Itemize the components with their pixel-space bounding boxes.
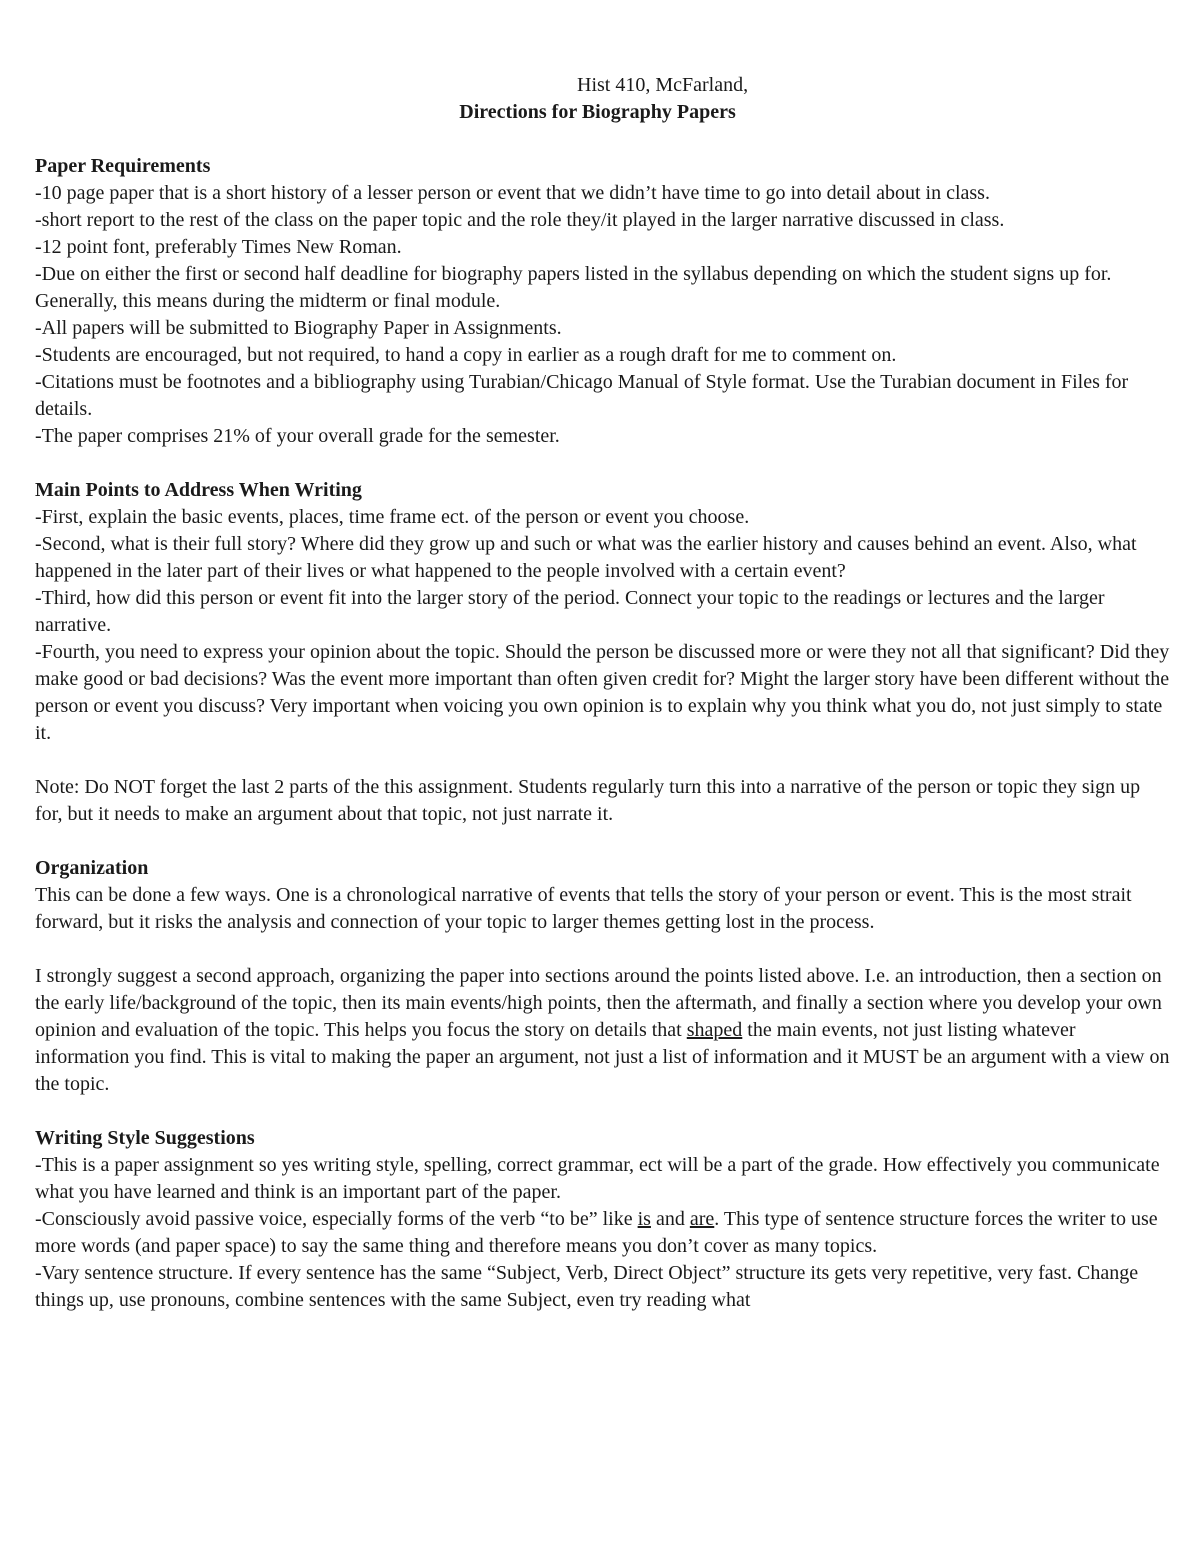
underlined-word: are xyxy=(689,1208,715,1230)
text-run: . This type of sentence structure forces the writer to use more words (and paper space) to say the same thing and therefore means you don’t cover as many topics. xyxy=(35,1208,1158,1257)
section-heading: Paper Requirements xyxy=(35,155,211,177)
style-item: -This is a paper assignment so yes writing style, spelling, correct grammar, ect will be a part of the grade. How effectively you communicate what you have learned and think is an important part of the paper. xyxy=(35,1154,1160,1203)
requirement-item: -short report to the rest of the class on the paper topic and the role they/it played in the larger narrative discussed in class. xyxy=(35,209,1005,231)
course-line: Hist 410, McFarland, xyxy=(577,74,749,96)
spacer xyxy=(35,126,1170,153)
spacer xyxy=(35,936,1170,963)
section-heading: Organization xyxy=(35,857,149,879)
requirement-item: -All papers will be submitted to Biography Paper in Assignments. xyxy=(35,317,562,339)
main-point-item: -Second, what is their full story? Where did they grow up and such or what was the earlier history and causes behind an event. Also, what happened in the later part of their lives or what happened to the people involved with a certain event? xyxy=(35,533,1137,582)
requirement-item: -12 point font, preferably Times New Roman. xyxy=(35,236,402,258)
requirement-item: -Due on either the first or second half deadline for biography papers listed in the syllabus depending on which the student signs up for. Generally, this means during the midterm or final module. xyxy=(35,263,1112,312)
note-paragraph: Note: Do NOT forget the last 2 parts of the this assignment. Students regularly turn this into a narrative of the person or topic they sign up for, but it needs to make an argument about that topic, not just narrate it. xyxy=(35,776,1141,825)
section-organization xyxy=(35,855,1170,1098)
requirement-item: -Citations must be footnotes and a bibliography using Turabian/Chicago Manual of Style format. Use the Turabian document in Files for details. xyxy=(35,371,1129,420)
style-item: -Vary sentence structure. If every sentence has the same “Subject, Verb, Direct Object” structure its gets very repetitive, very fast. Change things up, use pronouns, combine sentences with the same Subject, even try reading what xyxy=(35,1262,1139,1311)
section-heading: Main Points to Address When Writing xyxy=(35,479,362,501)
section-writing-style xyxy=(35,1125,1170,1314)
text-run: I strongly suggest a second approach, organizing the paper into sections around the points listed above. I.e. an introduction, then a section on the early life/background of the topic, then its main events/high points, then the aftermath, and finally a section where you develop your own opinion and evaluation of the topic. This helps you focus the story on details that xyxy=(35,965,1162,1041)
organization-paragraph: This can be done a few ways. One is a chronological narrative of events that tells the story of your person or event. This is the most strait forward, but it risks the analysis and connection of your topic to larger themes getting lost in the process. xyxy=(35,884,1132,933)
section-paper-requirements xyxy=(35,153,1170,450)
text-run: -Consciously avoid passive voice, especially forms of the verb “to be” like xyxy=(35,1208,638,1230)
section-heading: Writing Style Suggestions xyxy=(35,1127,255,1149)
document-title: Directions for Biography Papers xyxy=(459,101,736,123)
main-point-item: -First, explain the basic events, places, time frame ect. of the person or event you choose. xyxy=(35,506,750,528)
section-main-points xyxy=(35,477,1170,747)
organization-paragraph xyxy=(35,963,1170,1098)
underlined-word: is xyxy=(637,1208,651,1230)
main-point-item: -Fourth, you need to express your opinion about the topic. Should the person be discussed more or were they not all that significant? Did they make good or bad decisions? Was the event more important than often given credit for? Might the larger story have been different without the person or event you discuss? Very important when voicing you own opinion is to explain why you think what you do, not just simply to state it. xyxy=(35,641,1170,744)
requirement-item: -10 page paper that is a short history of a lesser person or event that we didn’t have time to go into detail about in class. xyxy=(35,182,990,204)
style-item xyxy=(35,1206,1170,1260)
main-point-item: -Third, how did this person or event fit into the larger story of the period. Connect your topic to the readings or lectures and the larger narrative. xyxy=(35,587,1105,636)
requirement-item: -The paper comprises 21% of your overall grade for the semester. xyxy=(35,425,560,447)
spacer xyxy=(35,450,1170,477)
document-page xyxy=(35,72,1170,1314)
text-run: the main events, not just listing whatever information you find. This is vital to making the paper an argument, not just a list of information and it MUST be an argument with a view on the topic. xyxy=(35,1019,1170,1095)
underlined-word: shaped xyxy=(686,1019,743,1041)
text-run: and xyxy=(650,1208,690,1230)
spacer xyxy=(35,828,1170,855)
spacer xyxy=(35,1098,1170,1125)
spacer xyxy=(35,747,1170,774)
requirement-item: -Students are encouraged, but not required, to hand a copy in earlier as a rough draft for me to comment on. xyxy=(35,344,897,366)
